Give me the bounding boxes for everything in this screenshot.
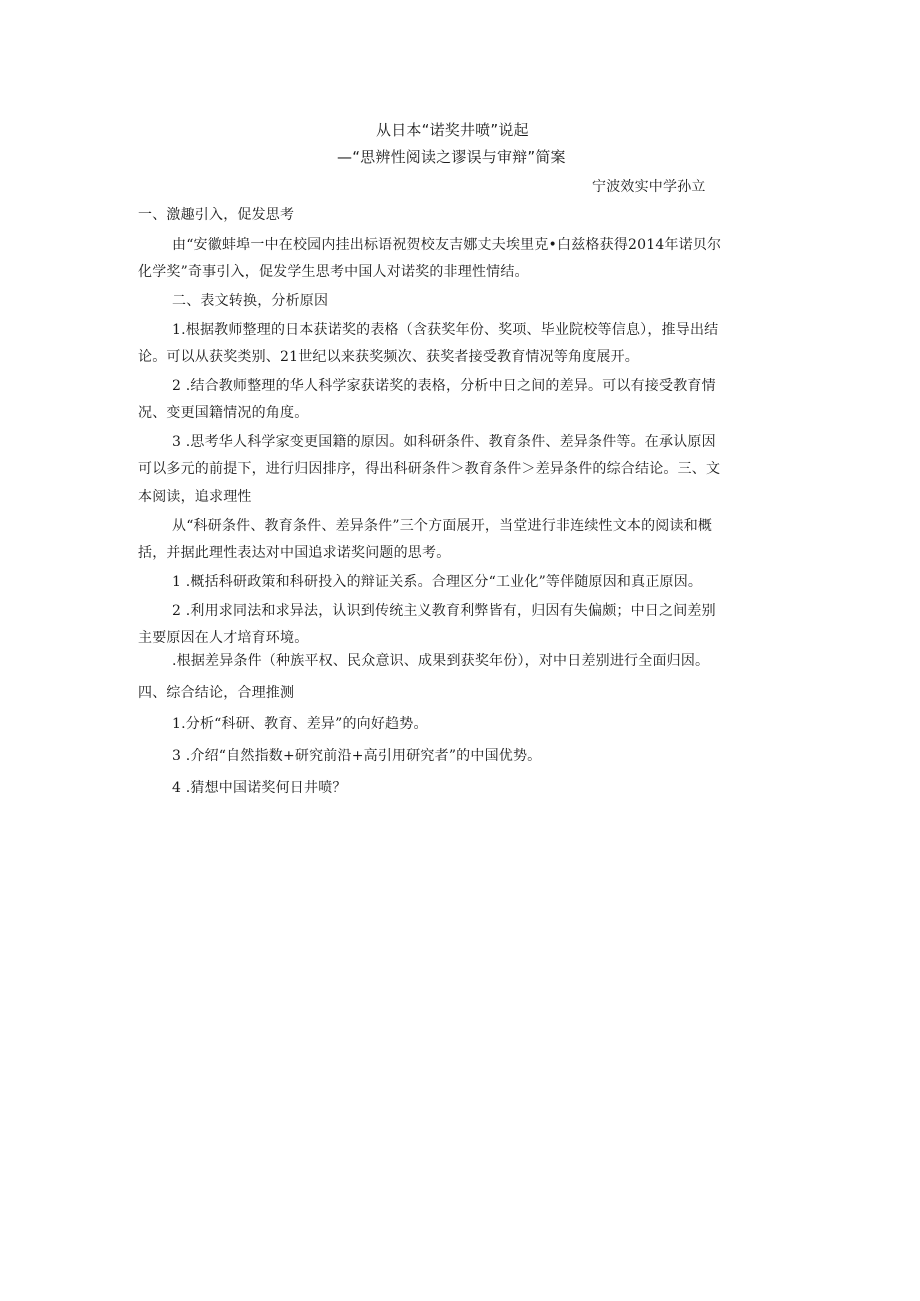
paragraph-line: 4 .猜想中国诺奖何日井喷？ bbox=[172, 780, 347, 796]
document-author: 宁波效实中学孙立 bbox=[592, 179, 706, 195]
paragraph-line: 本阅读，追求理性 bbox=[138, 489, 252, 505]
paragraph-line: 2 .利用求同法和求异法，认识到传统主义教育利弊皆有，归因有失偏颇；中日之间差别 bbox=[172, 603, 716, 619]
paragraph-line: 化学奖”奇事引入，促发学生思考中国人对诺奖的非理性情结。 bbox=[138, 264, 529, 280]
paragraph-line: 况、变更国籍情况的角度。 bbox=[138, 405, 309, 421]
paragraph-line: 论。可以从获奖类别、21世纪以来获奖频次、获奖者接受教育情况等角度展开。 bbox=[138, 349, 640, 365]
paragraph-line: 2 .结合教师整理的华人科学家获诺奖的表格，分析中日之间的差异。可以有接受教育情 bbox=[172, 378, 716, 394]
paragraph-line: 从“科研条件、教育条件、差异条件”三个方面展开，当堂进行非连续性文本的阅读和概 bbox=[172, 518, 713, 534]
section-heading: 四、综合结论，合理推测 bbox=[138, 685, 295, 701]
section-heading: 一、激趣引入，促发思考 bbox=[138, 207, 295, 223]
section-heading: 二、表文转换，分析原因 bbox=[172, 293, 329, 309]
paragraph-line: 3 .介绍“自然指数+研究前沿+高引用研究者”的中国优势。 bbox=[172, 748, 542, 764]
paragraph-line: 1.分析“科研、教育、差异”的向好趋势。 bbox=[172, 716, 428, 732]
paragraph-line: .根据差异条件（种族平权、民众意识、成果到获奖年份），对中日差别进行全面归因。 bbox=[172, 653, 710, 669]
paragraph-line: 3 .思考华人科学家变更国籍的原因。如科研条件、教育条件、差异条件等。在承认原因 bbox=[172, 434, 716, 450]
paragraph-line: 主要原因在人才培育环境。 bbox=[138, 630, 309, 646]
document-subtitle: —“思辨性阅读之谬误与审辩”简案 bbox=[337, 148, 566, 166]
paragraph-line: 括，并据此理性表达对中国追求诺奖问题的思考。 bbox=[138, 545, 451, 561]
paragraph-line: 1.根据教师整理的日本获诺奖的表格（含获奖年份、奖项、毕业院校等信息），推导出结 bbox=[172, 322, 719, 338]
document-title: 从日本“诺奖井喷”说起 bbox=[376, 121, 529, 139]
paragraph-line: 1 .概括科研政策和科研投入的辩证关系。合理区分“工业化”等伴随原因和真正原因。 bbox=[172, 574, 703, 590]
paragraph-line: 由“安徽蚌埠一中在校园内挂出标语祝贺校友吉娜丈夫埃里克•白兹格获得2014年诺贝尔 bbox=[172, 237, 722, 253]
paragraph-line: 可以多元的前提下，进行归因排序，得出科研条件＞教育条件＞差异条件的综合结论。三、文 bbox=[138, 461, 721, 477]
